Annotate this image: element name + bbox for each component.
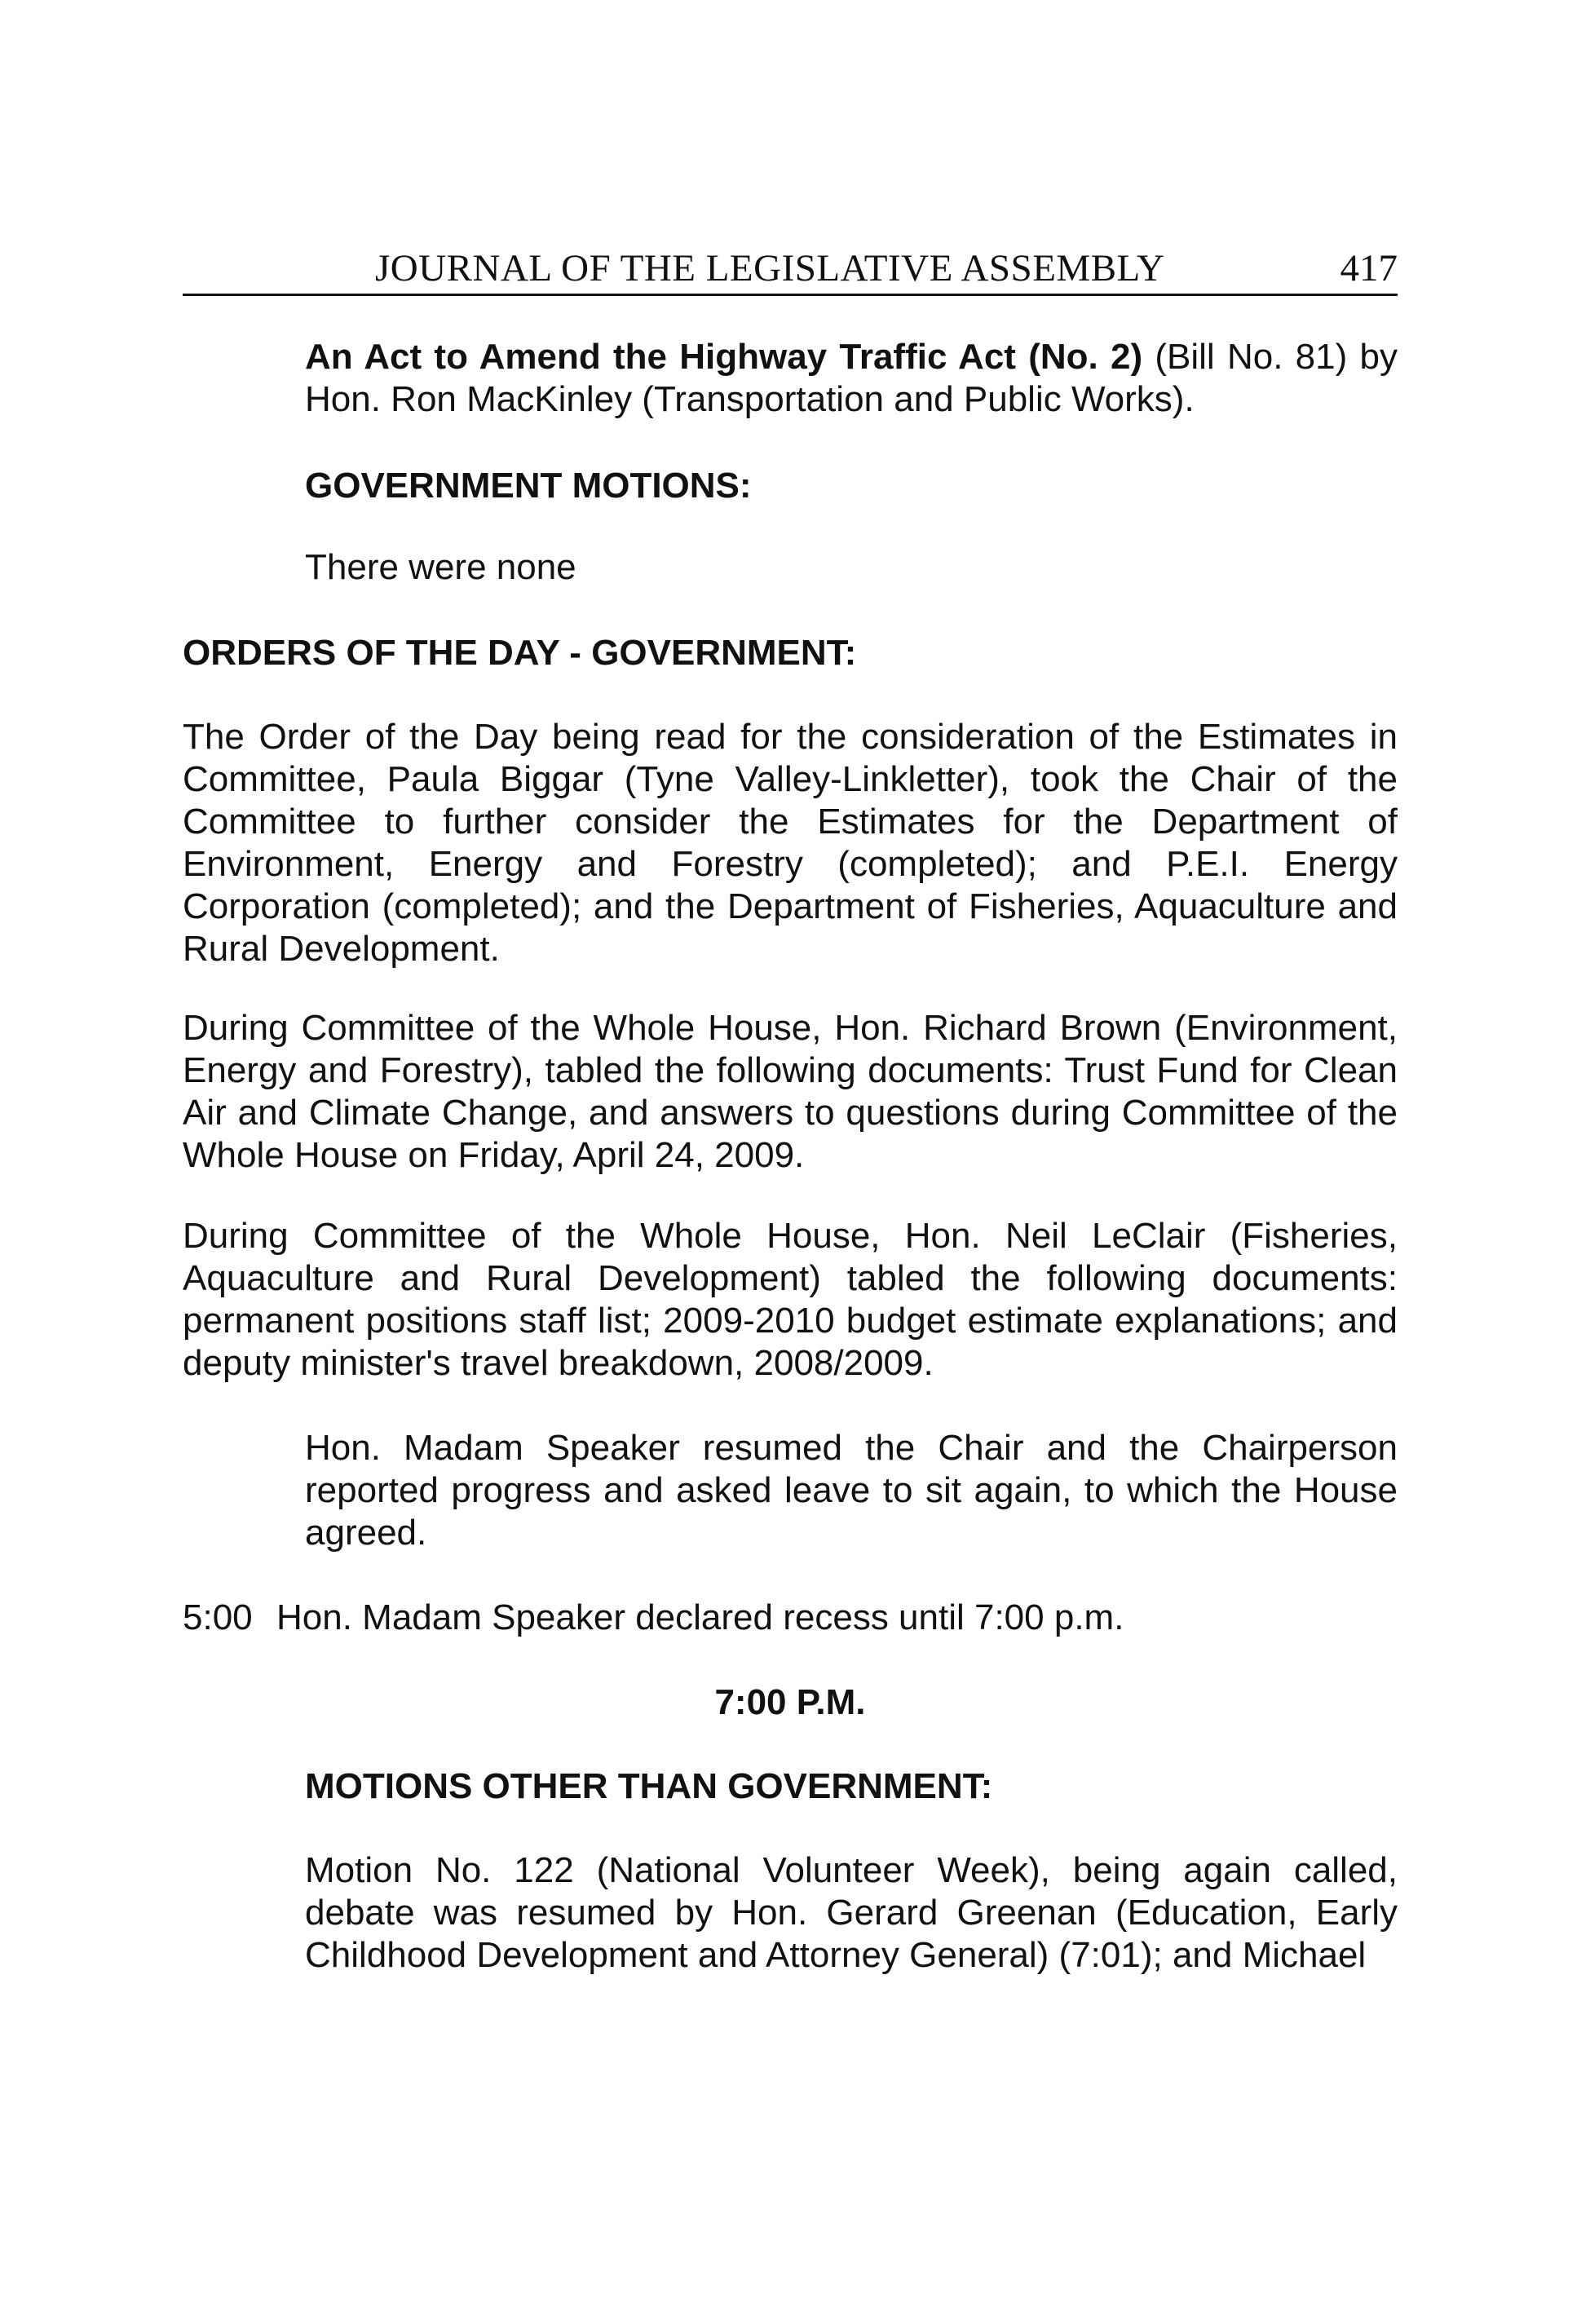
orders-paragraph-speaker: Hon. Madam Speaker resumed the Chair and the Chairperson reported progress and asked leave to sit again, to which the House agreed. bbox=[305, 1428, 1398, 1553]
motions-other-heading: MOTIONS OTHER THAN GOVERNMENT: bbox=[305, 1766, 993, 1806]
evening-time-heading: 7:00 P.M. bbox=[714, 1682, 866, 1722]
page-number: 417 bbox=[1340, 247, 1398, 289]
orders-paragraph-leclair: During Committee of the Whole House, Hon. Neil LeClair (Fisheries, Aquaculture and Rural Development) tabled the following documents: permanent positions staff list; 2009-2010 budget estimate explanations; and deputy minister's travel breakdown, 2008/2009. bbox=[183, 1216, 1398, 1383]
journal-title: JOURNAL OF THE LEGISLATIVE ASSEMBLY bbox=[375, 247, 1165, 289]
government-motions-heading: GOVERNMENT MOTIONS: bbox=[305, 466, 752, 506]
motion-122-paragraph: Motion No. 122 (National Volunteer Week), being again called, debate was resumed by Hon. Gerard Greenan (Education, Early Childhood Development and Attorney General) (7:01); and Michael bbox=[305, 1850, 1398, 1975]
bill-entry bbox=[305, 336, 1398, 421]
orders-paragraph-brown: During Committee of the Whole House, Hon. Richard Brown (Environment, Energy and Forestry), tabled the following documents: Trust Fund for Clean Air and Climate Change, and answers to questions during Committee of the Whole House on Friday, April 24, 2009. bbox=[183, 1008, 1398, 1175]
recess-text: Hon. Madam Speaker declared recess until 7:00 p.m. bbox=[276, 1597, 1124, 1637]
government-motions-text: There were none bbox=[305, 547, 576, 587]
orders-paragraph-estimates: The Order of the Day being read for the consideration of the Estimates in Committee, Paula Biggar (Tyne Valley-Linkletter), took the Chair of the Committee to further consider the Estimates for the Department of Environment, Energy and Forestry (completed); and P.E.I. Energy Corporation (completed); and the Department of Fisheries, Aquaculture and Rural Development. bbox=[183, 717, 1398, 969]
recess-entry bbox=[183, 1597, 1398, 1639]
recess-time: 5:00 bbox=[183, 1597, 253, 1637]
orders-of-the-day-heading: ORDERS OF THE DAY - GOVERNMENT: bbox=[183, 633, 857, 673]
page-header bbox=[183, 243, 1398, 296]
bill-details: (Bill No. 81) by Hon. Ron MacKinley (Transportation and Public Works). bbox=[305, 337, 1398, 419]
bill-title: An Act to Amend the Highway Traffic Act (No. 2) bbox=[305, 337, 1143, 377]
